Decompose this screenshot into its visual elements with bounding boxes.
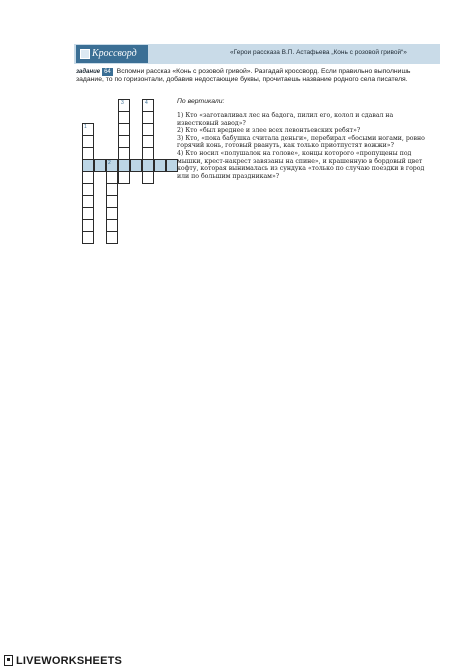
crossword-icon bbox=[80, 49, 90, 59]
liveworksheets-logo[interactable] bbox=[4, 654, 122, 667]
clue-number-2: 2 bbox=[108, 160, 111, 166]
question-item: 1) Кто «заготавливал лес на бадога, пилил его, колол и сдавал на известковый завод»? bbox=[177, 112, 394, 127]
crossword-cell[interactable] bbox=[82, 231, 94, 244]
task-label: задание bbox=[76, 69, 101, 75]
clue-number-4: 4 bbox=[145, 100, 148, 106]
crossword-cell[interactable] bbox=[154, 159, 166, 172]
crossword-cell[interactable] bbox=[106, 231, 118, 244]
header-banner bbox=[74, 44, 440, 64]
clue-number-1: 1 bbox=[84, 124, 87, 130]
question-item: 2) Кто «был вреднее и злее всех левонтьевских ребят»? bbox=[177, 127, 361, 135]
questions-list bbox=[177, 112, 435, 180]
task-number: 64 bbox=[104, 69, 111, 75]
logo-text: LIVEWORKSHEETS bbox=[16, 654, 123, 667]
badge-label: Кроссворд bbox=[92, 48, 137, 59]
clue-number-3: 3 bbox=[121, 100, 124, 106]
question-item: 4) Кто носил «полушалок на голове», концы которого «пропущены под мышки, крест-накрест завязаны на спине», и крашенную в бордовый цвет кофту, которая вынималась из сундука «только по случаю поездки в город или по большим праздникам»? bbox=[177, 149, 425, 180]
crossword-cell[interactable] bbox=[130, 159, 142, 172]
crossword-cell[interactable] bbox=[94, 159, 106, 172]
banner-title: «Герои рассказа В.П. Астафьева „Конь с розовой гривой“» bbox=[230, 49, 407, 56]
liveworksheets-icon bbox=[4, 655, 13, 666]
task-instructions bbox=[76, 68, 436, 84]
task-text: Вспомни рассказ «Конь с розовой гривой». Разгадай кроссворд. Если правильно выполнишь задание, то по горизонтали, добавив недостающие буквы, прочитаешь название родного села писателя. bbox=[76, 68, 411, 84]
questions-heading: По вертикали: bbox=[177, 98, 225, 105]
crossword-cell[interactable] bbox=[118, 171, 130, 184]
worksheet bbox=[74, 44, 440, 247]
crossword-badge bbox=[76, 45, 148, 63]
crossword-cell[interactable] bbox=[142, 171, 154, 184]
question-item: 3) Кто, «пока бабушка считала деньги», перебирал «босыми ногами, ровно горячий конь, готовый рвануть, как только приотпустят вожжи»? bbox=[177, 134, 425, 150]
